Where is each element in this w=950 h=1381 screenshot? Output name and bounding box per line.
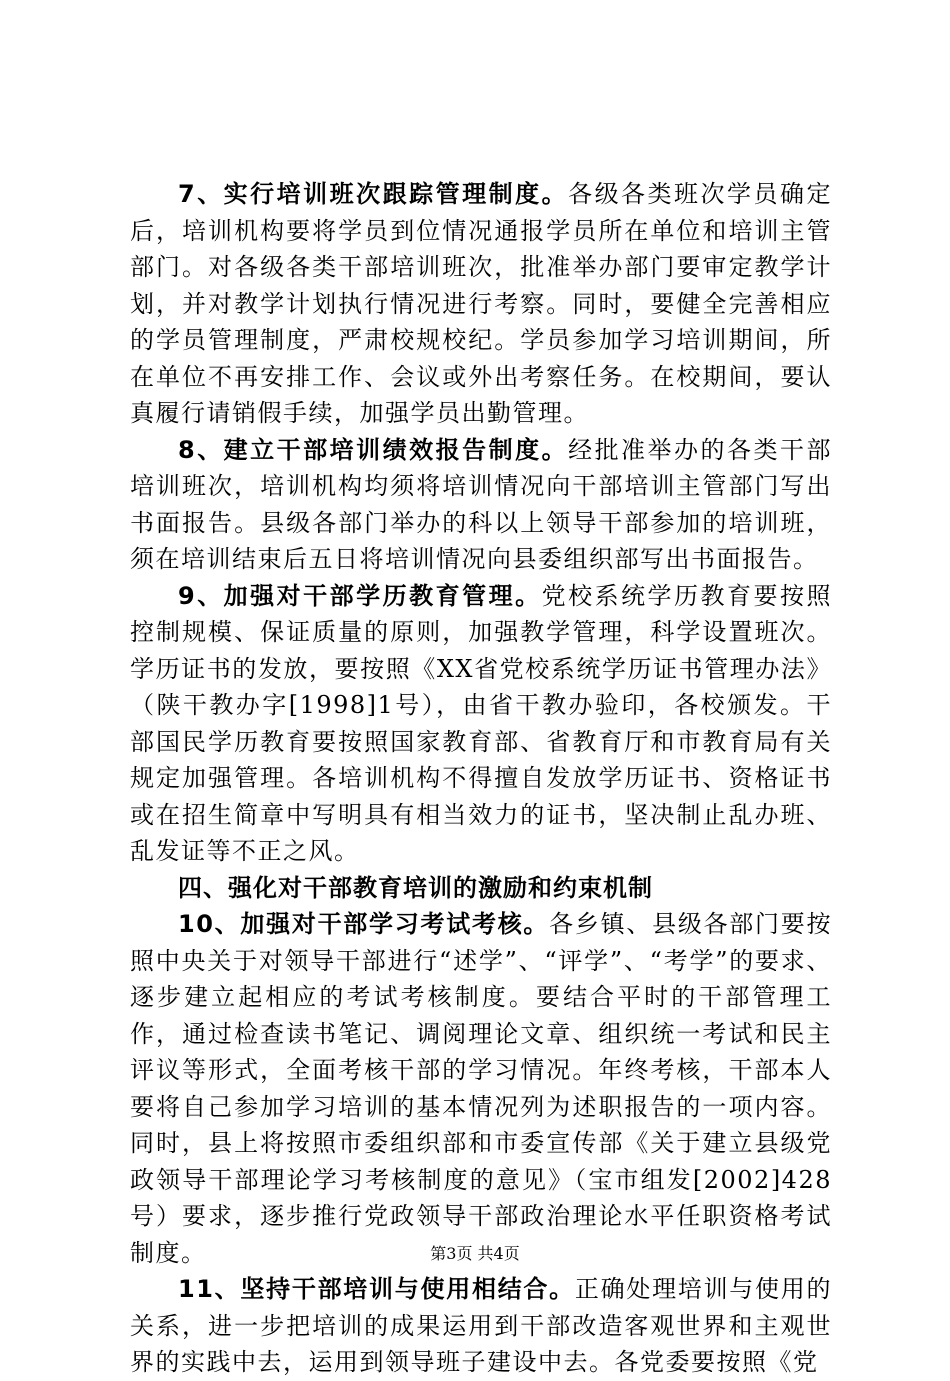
paragraph-8-text: 经批准举办的各类干部培训班次，培训机构均须将培训情况向干部培训主管部门写出书面报告。县级各部门举办的科以上领导干部参加的培训班，须在培训结束后五日将培训情况向县委组织部写出书面报告。 xyxy=(130,435,833,573)
paragraph-10-lead: 10、加强对干部学习考试考核。 xyxy=(178,910,550,938)
paragraph-10 xyxy=(130,906,832,1271)
paragraph-10-text: 各乡镇、县级各部门要按照中央关于对领导干部进行“述学”、“评学”、“考学”的要求、逐步建立起相应的考试考核制度。要结合平时的干部管理工作，通过检查读书笔记、调阅理论文章、组织统一考试和民主评议等形式，全面考核干部的学习情况。年终考核，干部本人要将自己参加学习培训的基本情况列为述职报告的一项内容。同时，县上将按照市委组织部和市委宣传部《关于建立县级党政领导干部理论学习考核制度的意见》（宝市组发[2002]428号）要求，逐步推行党政领导干部政治理论水平任职资格考试制度。 xyxy=(130,910,833,1267)
paragraph-9-lead: 9、加强对干部学历教育管理。 xyxy=(178,581,542,610)
paragraph-11-text: 正确处理培训与使用的关系，进一步把培训的成果运用到干部改造客观世界和主观世界的实践中去，运用到领导班子建设中去。各党委要按照《党 xyxy=(130,1275,833,1376)
paragraph-8-lead: 8、建立干部培训绩效报告制度。 xyxy=(178,435,569,464)
paragraph-11-lead: 11、坚持干部培训与使用相结合。 xyxy=(178,1275,575,1303)
document-body xyxy=(130,176,832,1381)
paragraph-7-text: 各级各类班次学员确定后，培训机构要将学员到位情况通报学员所在单位和培训主管部门。对各级各类干部培训班次，批准举办部门要审定教学计划，并对教学计划执行情况进行考察。同时，要健全完善相应的学员管理制度，严肃校规校纪。学员参加学习培训期间，所在单位不再安排工作、会议或外出考察任务。在校期间，要认真履行请销假手续，加强学员出勤管理。 xyxy=(130,180,833,427)
paragraph-9 xyxy=(130,578,832,870)
paragraph-7 xyxy=(130,176,832,432)
paragraph-9-text: 党校系统学历教育要按照控制规模、保证质量的原则，加强教学管理，科学设置班次。学历证书的发放，要按照《XX省党校系统学历证书管理办法》（陕干教办字[1998]1号），由省干教办验印，各校颁发。干部国民学历教育要按照国家教育部、省教育厅和市教育局有关规定加强管理。各培训机构不得擅自发放学历证书、资格证书或在招生简章中写明具有相当效力的证书，坚决制止乱办班、乱发证等不正之风。 xyxy=(130,581,833,865)
paragraph-11 xyxy=(130,1271,832,1381)
page-footer: 第3页 共4页 xyxy=(430,1244,520,1263)
paragraph-7-lead: 7、实行培训班次跟踪管理制度。 xyxy=(178,180,569,208)
section-heading: 四、强化对干部教育培训的激励和约束机制 xyxy=(178,873,653,902)
paragraph-8 xyxy=(130,432,832,578)
